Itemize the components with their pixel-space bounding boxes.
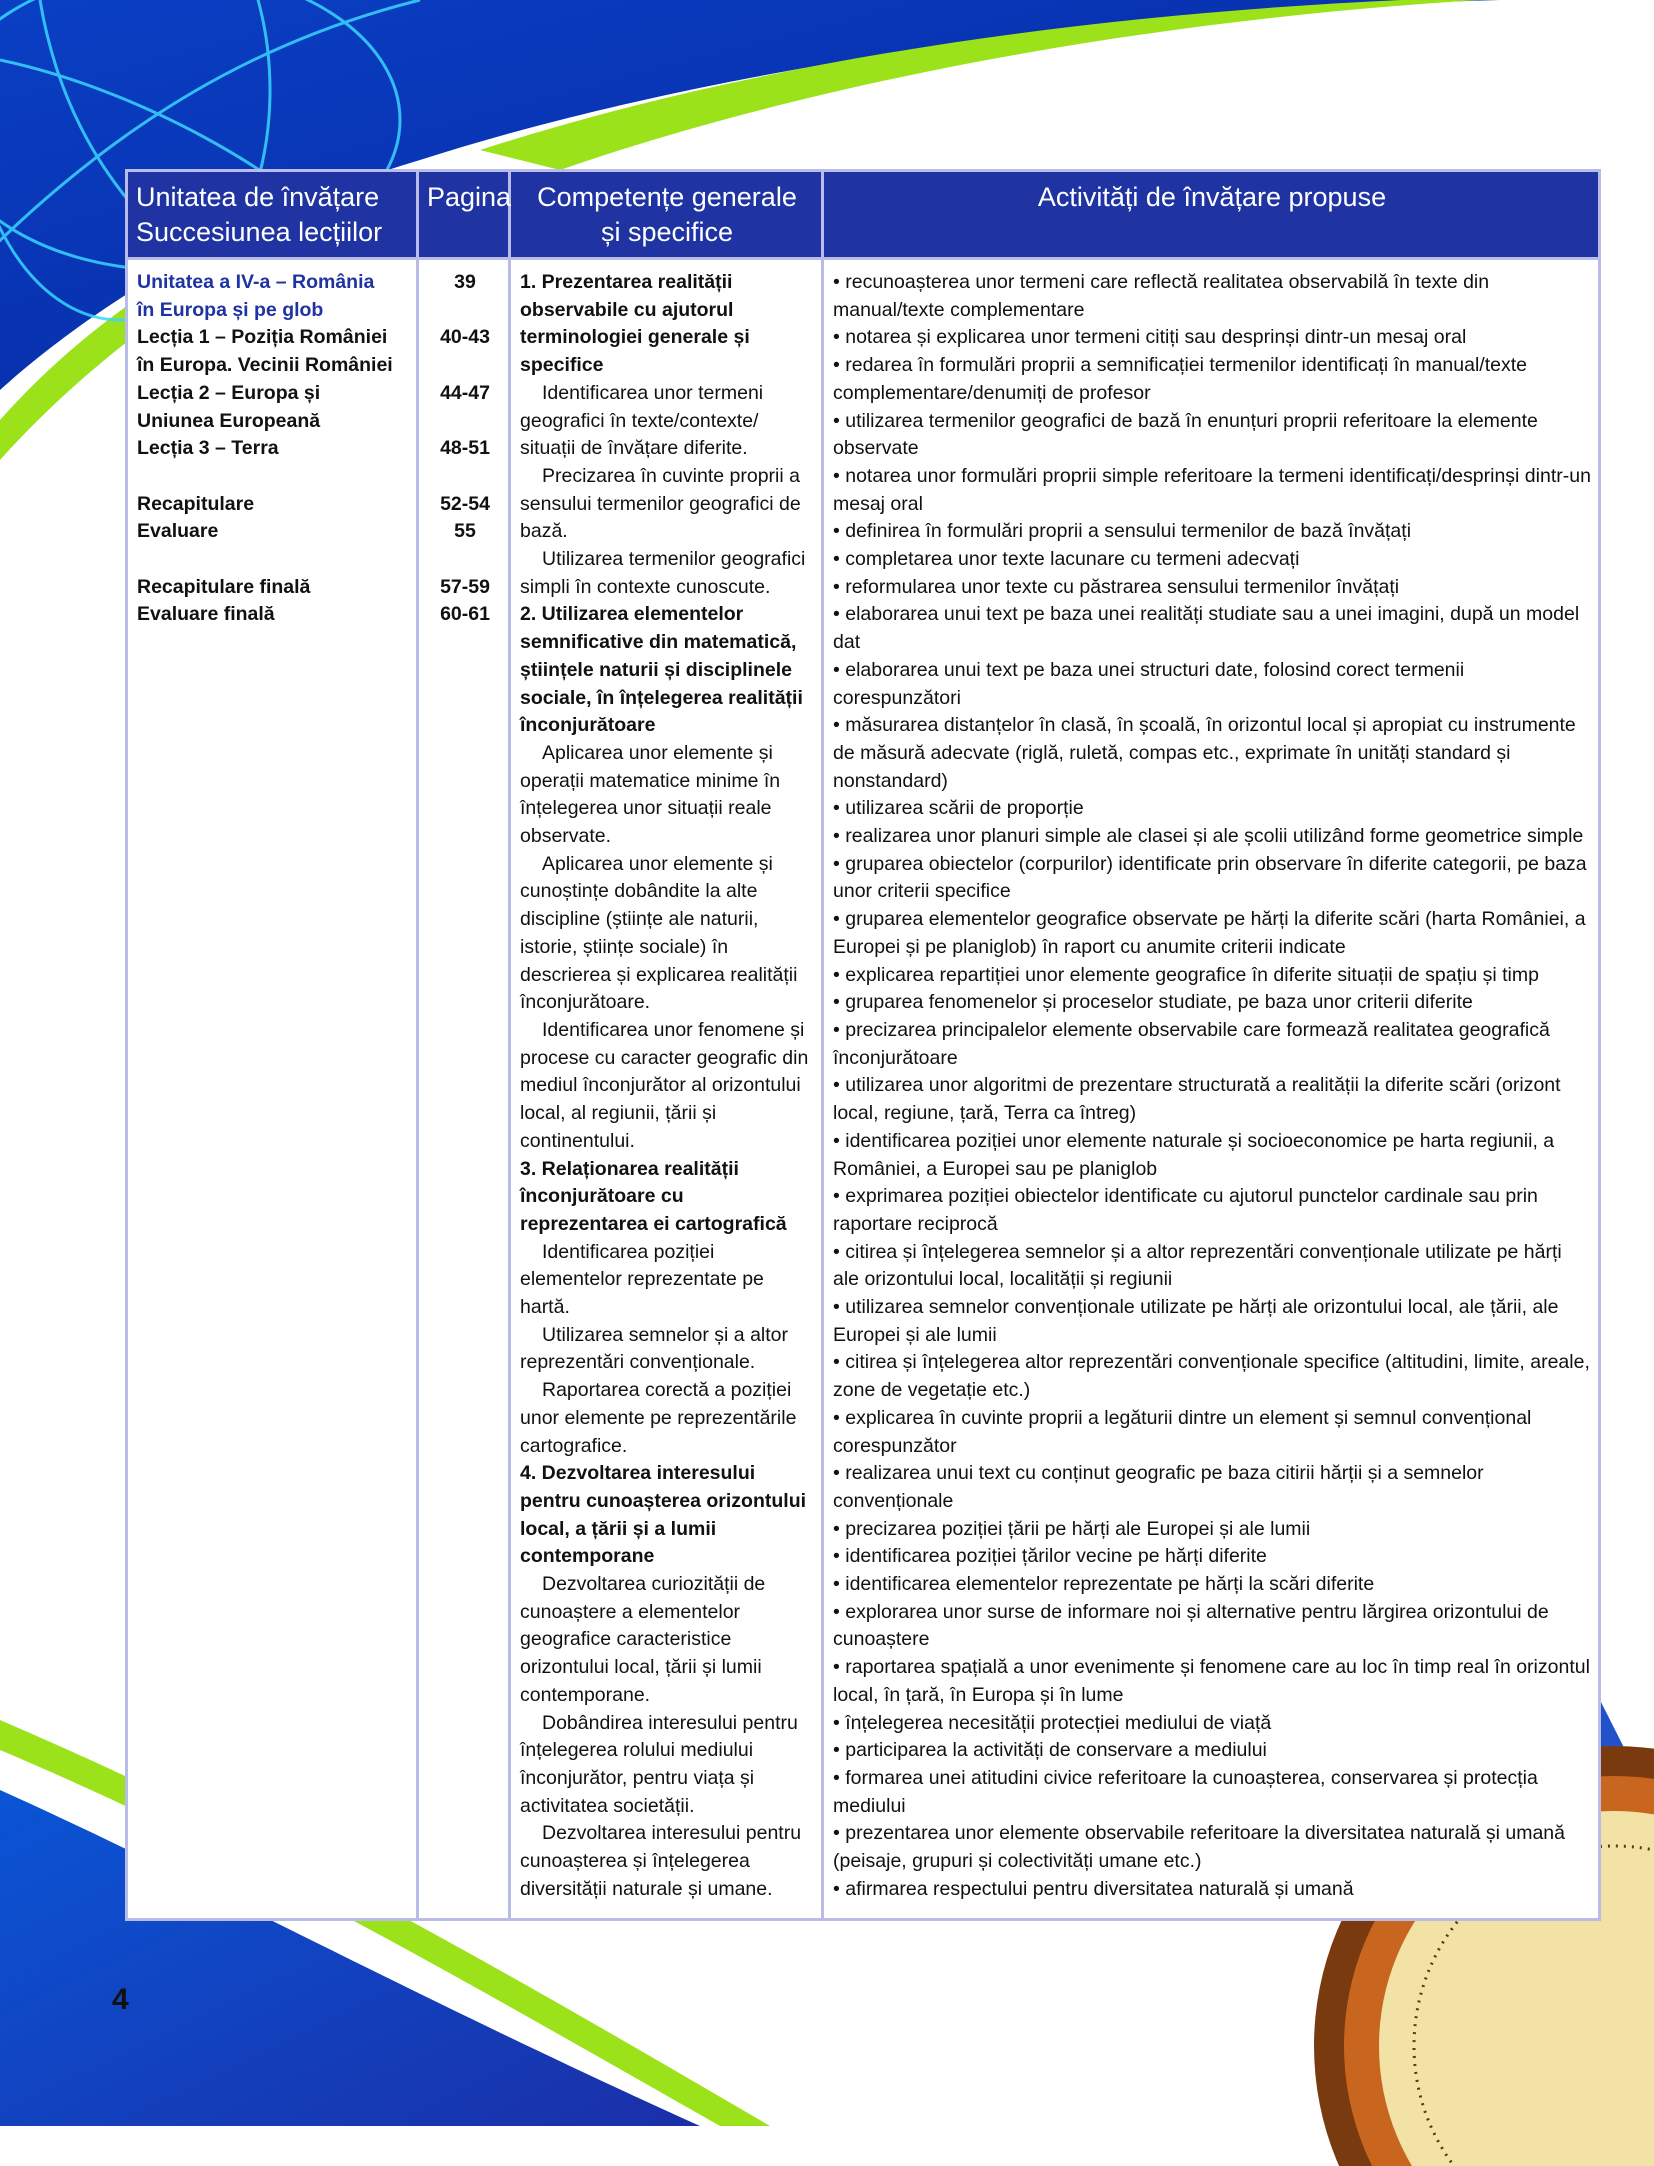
page-range <box>428 408 502 436</box>
activity-item: • realizarea unor planuri simple ale clasei și ale școlii utilizând forme geometrice simple <box>833 825 1584 848</box>
activity-item: • utilizarea scării de proporție <box>833 797 1084 820</box>
competence-heading: 2. Utilizarea elementelor semnificative din matematică, științele naturii și disciplinele sociale, în înțelegerea realității înconjurătoare <box>520 603 803 737</box>
curriculum-table <box>125 169 1601 1921</box>
activity-item: • gruparea fenomenelor și proceselor studiate, pe baza unor criterii diferite <box>833 991 1473 1014</box>
page-range <box>428 352 502 380</box>
activity-item: • identificarea elementelor reprezentate pe hărți la scări diferite <box>833 1573 1375 1596</box>
activity-item: • precizarea poziției țării pe hărți ale Europei și ale lumii <box>833 1517 1311 1540</box>
spacer <box>137 546 410 574</box>
activity-item: • afirmarea respectului pentru diversitatea naturală și umană <box>833 1877 1354 1900</box>
unit-title: în Europa și pe glob <box>137 298 324 321</box>
competence-item: Raportarea corectă a poziției unor elemente pe reprezentările cartografice. <box>520 1379 797 1457</box>
activity-item: • elaborarea unui text pe baza unei realități studiate sau a unei imagini, după un model dat <box>833 603 1580 654</box>
page-range: 48-51 <box>440 437 490 460</box>
table-header-row <box>127 171 1600 259</box>
lesson-title: Evaluare finală <box>137 603 275 626</box>
activity-item: • utilizarea termenilor geografici de bază în enunțuri proprii referitoare la elemente observate <box>833 409 1538 460</box>
activity-item: • gruparea obiectelor (corpurilor) identificate prin observare în diferite categorii, pe baza unor criterii specifice <box>833 852 1587 903</box>
page-number: 4 <box>112 1983 129 2016</box>
header-unit-lessons: Unitatea de învățare Succesiunea lecțiilor <box>127 171 418 259</box>
activity-item: • exprimarea poziției obiectelor identificate cu ajutorul punctelor cardinale sau prin raportare reciprocă <box>833 1185 1538 1235</box>
activity-item: • explorarea unor surse de informare noi și alternative pentru lărgirea orizontului de cunoaștere <box>833 1600 1549 1651</box>
lesson-title: Recapitulare finală <box>137 575 311 598</box>
header-competences: Competențe generale și specifice <box>510 171 823 259</box>
page-range: 44-47 <box>440 381 490 404</box>
competence-item: Aplicarea unor elemente și operații matematice minime în înțelegerea unor situații reale observate. <box>520 741 781 848</box>
activity-item: • definirea în formulări proprii a sensului termenilor de bază învățați <box>833 520 1412 543</box>
activity-item: • participarea la activități de conservare a mediului <box>833 1739 1267 1762</box>
lessons-cell <box>127 259 418 1920</box>
page-range: 60-61 <box>440 603 490 626</box>
activity-item: • citirea și înțelegerea semnelor și a altor reprezentări convenționale utilizate pe hărți ale orizontului local, localității și regiunii <box>833 1240 1562 1291</box>
unit-title: Unitatea a IV-a – România <box>137 271 375 293</box>
lesson-title: Lecția 1 – Poziția României <box>137 326 388 349</box>
activity-item: • înțelegerea necesității protecției mediului de viață <box>833 1711 1272 1734</box>
competence-item: Dobândirea interesului pentru înțelegerea rolului mediului înconjurător, pentru viața și activitatea societății. <box>520 1711 798 1817</box>
page-range: 57-59 <box>440 575 490 598</box>
competence-item: Identificarea unor fenomene și procese cu caracter geografic din mediul înconjurător al orizontului local, al regiunii, țării și continentului. <box>520 1018 809 1152</box>
lesson-title: în Europa. Vecinii României <box>137 354 393 377</box>
page-range: 52-54 <box>440 492 490 515</box>
activity-item: • identificarea poziției unor elemente naturale și socioeconomice pe harta regiunii, a României, a Europei sau pe planiglob <box>833 1129 1555 1180</box>
lesson-title: Lecția 2 – Europa și <box>137 381 321 404</box>
activities-cell <box>823 259 1600 1920</box>
activity-item: • recunoașterea unor termeni care reflectă realitatea observabilă în texte din manual/texte complementare <box>833 271 1490 321</box>
activity-item: • gruparea elementelor geografice observate pe hărți la diferite scări (harta României, a Europei și pe planiglob) în raport cu anumite criterii indicate <box>833 908 1586 958</box>
pages-cell <box>418 259 510 1920</box>
spacer <box>137 463 410 491</box>
activity-item: • explicarea în cuvinte proprii a legăturii dintre un element și semnul convențional corespunzător <box>833 1406 1532 1457</box>
spacer <box>428 463 502 491</box>
header-activities: Activități de învățare propuse <box>823 171 1600 259</box>
activity-item: • completarea unor texte lacunare cu termeni adecvați <box>833 548 1300 571</box>
competence-item: Dezvoltarea interesului pentru cunoașterea și înțelegerea diversității naturale și umane. <box>520 1822 802 1900</box>
activity-item: • utilizarea unor algoritmi de prezentare structurată a realității la diferite scări (orizont local, regiune, țară, Terra ca întreg) <box>833 1074 1561 1125</box>
page-range: 39 <box>454 271 476 293</box>
header-page: Pagina <box>418 171 510 259</box>
lesson-title: Evaluare <box>137 520 219 543</box>
competences-cell <box>510 259 823 1920</box>
table-body-row <box>127 259 1600 1920</box>
competence-item: Dezvoltarea curiozității de cunoaștere a elementelor geografice caracteristice orizontului local, țării și lumii contemporane. <box>520 1573 766 1706</box>
competence-item: Identificarea unor termeni geografici în texte/contexte/ situații de învățare diferite. <box>520 381 764 460</box>
page-range: 55 <box>454 520 476 543</box>
activity-item: • identificarea poziției țărilor vecine pe hărți diferite <box>833 1545 1267 1568</box>
activity-item: • notarea unor formulări proprii simple referitoare la termeni identificați/desprinși dintr-un mesaj oral <box>833 464 1591 515</box>
competence-item: Utilizarea termenilor geografici simpli în contexte cunoscute. <box>520 548 806 598</box>
lesson-title: Recapitulare <box>137 492 255 515</box>
lesson-title: Uniunea Europeană <box>137 409 321 432</box>
activity-item: • precizarea principalelor elemente observabile care formează realitatea geografică înconjurătoare <box>833 1018 1550 1069</box>
activity-item: • reformularea unor texte cu păstrarea sensului termenilor învățați <box>833 575 1400 598</box>
activity-item: • redarea în formulări proprii a semnificației termenilor identificați în manual/texte complementare/denumiți de profesor <box>833 354 1527 404</box>
page-range: 40-43 <box>440 326 490 349</box>
activity-item: • elaborarea unui text pe baza unei structuri date, folosind corect termenii corespunzători <box>833 658 1465 709</box>
activity-item: • formarea unei atitudini civice referitoare la cunoașterea, conservarea și protecția mediului <box>833 1766 1538 1817</box>
activity-item: • utilizarea semnelor convenționale utilizate pe hărți ale orizontului local, ale țării, ale Europei și ale lumii <box>833 1296 1559 1346</box>
activity-item: • realizarea unui text cu conținut geografic pe baza citirii hărții și a semnelor convenționale <box>833 1462 1484 1512</box>
activity-item: • prezentarea unor elemente observabile referitoare la diversitatea naturală și umană (peisaje, grupuri și colectivități umane etc.) <box>833 1822 1565 1873</box>
lesson-title: Lecția 3 – Terra <box>137 437 279 460</box>
competence-item: Utilizarea semnelor și a altor reprezentări convenționale. <box>520 1323 789 1374</box>
competence-heading: 3. Relaționarea realității înconjurătoare cu reprezentarea ei cartografică <box>520 1157 787 1235</box>
competence-item: Identificarea poziției elementelor reprezentate pe hartă. <box>520 1240 764 1319</box>
activity-item: • notarea și explicarea unor termeni citiți sau desprinși dintr-un mesaj oral <box>833 326 1467 349</box>
competence-heading: 4. Dezvoltarea interesului pentru cunoașterea orizontului local, a țării și a lumii contemporane <box>520 1462 807 1568</box>
competence-item: Aplicarea unor elemente și cunoștințe dobândite la alte discipline (științe ale naturii, istorie, științe sociale) în descrierea și explicarea realității înconjurătoare. <box>520 852 798 1014</box>
activity-item: • explicarea repartiției unor elemente geografice în diferite situații de spațiu și timp <box>833 963 1539 986</box>
competence-heading: 1. Prezentarea realității observabile cu ajutorul terminologiei generale și specifice <box>520 271 750 377</box>
activity-item: • citirea și înțelegerea altor reprezentări convenționale specifice (altitudini, limite, areale, zone de vegetație etc.) <box>833 1351 1590 1402</box>
page-range <box>428 297 502 325</box>
competence-item: Precizarea în cuvinte proprii a sensului termenilor geografici de bază. <box>520 464 801 543</box>
spacer <box>428 546 502 574</box>
activity-item: • raportarea spațială a unor evenimente și fenomene care au loc în timp real în orizontul local, în țară, în Europa și în lume <box>833 1656 1590 1706</box>
activity-item: • măsurarea distanțelor în clasă, în școală, în orizontul local și apropiat cu instrumente de măsură adecvate (riglă, ruletă, compas etc., exprimate în unități standard și nonstandard) <box>833 714 1576 792</box>
